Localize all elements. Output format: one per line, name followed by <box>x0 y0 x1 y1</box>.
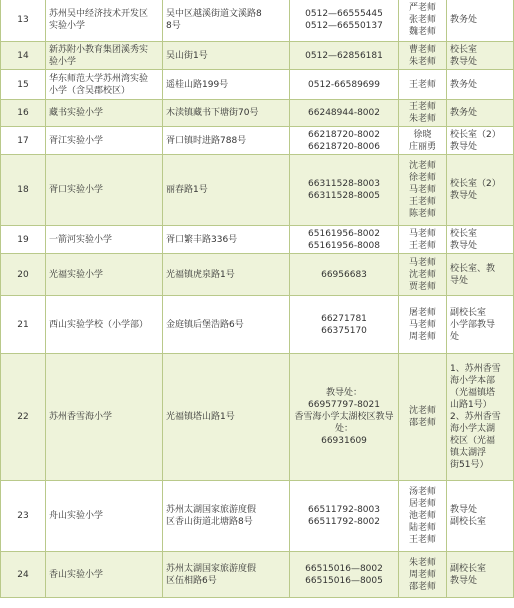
cell-contact-line: 陈老师 <box>408 209 436 219</box>
cell-phone-line: 66311528-8003 <box>308 179 380 189</box>
cell-department <box>447 70 514 100</box>
cell-school-line: 苏州香雪海小学 <box>49 412 113 422</box>
cell-contact-line: 王老师 <box>408 79 436 90</box>
table-row <box>1 552 514 598</box>
cell-department-line: 校长室（2） <box>450 129 501 140</box>
cell-department-line: 教导处 <box>450 141 478 152</box>
cell-phone-line: 66515016—8005 <box>305 575 383 586</box>
cell-phone <box>290 226 399 254</box>
cell-phone-line: 66218720-8002 <box>308 129 380 140</box>
cell-department <box>447 296 514 354</box>
cell-phone <box>290 0 399 42</box>
cell-department-line: 教导处 <box>450 56 478 67</box>
cell-phone-line: 66515016—8002 <box>305 563 383 574</box>
cell-contact-line: 沈老师 <box>408 161 436 171</box>
cell-number: 14 <box>1 42 46 70</box>
cell-address-line: 吴中区越溪街道文溪路8 <box>166 9 262 19</box>
cell-phone-line: 65161956-8008 <box>308 240 380 251</box>
cell-contact <box>399 127 447 155</box>
cell-school <box>46 354 163 481</box>
cell-contact-line: 朱老师 <box>408 114 436 124</box>
cell-school-line: 小学（含吴郡校区） <box>49 85 131 96</box>
cell-number: 20 <box>1 254 46 296</box>
cell-contact-line: 邵老师 <box>408 581 436 592</box>
cell-contact-line: 徐老师 <box>408 173 436 183</box>
cell-school <box>46 155 163 226</box>
cell-address <box>163 226 290 254</box>
cell-address <box>163 254 290 296</box>
cell-address-line: 苏州太湖国家旅游度假 <box>166 505 257 515</box>
cell-department-line: （光福镇塔 <box>450 388 496 398</box>
cell-address-line: 胥口繁丰路336号 <box>166 234 238 245</box>
cell-contact-line: 徐晓 <box>413 129 432 140</box>
cell-address <box>163 354 290 481</box>
cell-department-line: 处 <box>450 331 460 342</box>
cell-contact-line: 居老师 <box>408 499 436 509</box>
cell-school <box>46 481 163 552</box>
cell-phone-line: 0512—62856181 <box>305 50 383 61</box>
cell-contact-line: 马老师 <box>408 257 436 268</box>
cell-phone-line: 教导处： <box>325 388 362 398</box>
cell-number: 16 <box>1 100 46 127</box>
cell-phone <box>290 70 399 100</box>
cell-department-line: 1、苏州香雪 <box>450 364 501 374</box>
cell-number: 24 <box>1 552 46 598</box>
cell-phone-line: 0512—66555445 <box>305 9 383 19</box>
cell-school <box>46 42 163 70</box>
cell-school-line: 舟山实验小学 <box>49 511 104 521</box>
cell-contact-line: 庄丽勇 <box>408 141 436 152</box>
cell-address-line: 光福镇塔山路1号 <box>166 412 235 422</box>
cell-contact-line: 朱老师 <box>408 56 436 67</box>
cell-phone-line: 0512—66550137 <box>305 21 383 31</box>
cell-number: 22 <box>1 354 46 481</box>
cell-contact-line: 池老师 <box>408 511 436 521</box>
cell-contact <box>399 155 447 226</box>
cell-address-line: 吴山街1号 <box>166 50 208 61</box>
cell-contact-line: 王老师 <box>408 535 436 545</box>
cell-contact-line: 陆老师 <box>408 523 436 533</box>
cell-department-line: 教务处 <box>450 15 478 25</box>
cell-address-line: 遥桂山路199号 <box>166 79 229 90</box>
cell-contact-line: 严老师 <box>408 3 436 13</box>
cell-contact <box>399 254 447 296</box>
cell-address-line: 区伍相路6号 <box>166 575 217 586</box>
cell-department-line: 教务处 <box>450 108 478 118</box>
cell-school <box>46 70 163 100</box>
cell-address-line: 区香山街道北塘路8号 <box>166 517 253 527</box>
cell-school-line: 华东师范大学苏州湾实验 <box>49 73 149 84</box>
cell-address <box>163 70 290 100</box>
table-row <box>1 354 514 481</box>
cell-department <box>447 42 514 70</box>
cell-school <box>46 127 163 155</box>
cell-phone-line: 香雪海小学太湖校区教导 <box>294 412 394 422</box>
cell-school-line: 西山实验学校（小学部） <box>49 319 149 330</box>
cell-department-line: 小学部教导 <box>450 319 496 330</box>
table-row <box>1 0 514 42</box>
cell-school-line: 胥口实验小学 <box>49 185 104 195</box>
cell-contact-line: 朱老师 <box>408 557 436 568</box>
cell-phone-line: 66271781 <box>321 313 367 324</box>
cell-address <box>163 296 290 354</box>
cell-phone-line: 66375170 <box>321 325 367 336</box>
cell-school <box>46 100 163 127</box>
cell-department-line: 校长室 <box>450 228 478 239</box>
cell-address-line: 金庭镇后堡浩路6号 <box>166 319 244 330</box>
cell-contact-line: 汤老师 <box>408 487 436 497</box>
cell-number: 19 <box>1 226 46 254</box>
table-row <box>1 127 514 155</box>
cell-school-line: 苏州吴中经济技术开发区 <box>49 9 149 19</box>
table-row <box>1 254 514 296</box>
cell-contact-line: 张老师 <box>408 15 436 25</box>
cell-school-line: 实验小学 <box>49 21 86 31</box>
cell-department-line: 教导处 <box>450 240 478 251</box>
cell-contact-line: 贾老师 <box>408 281 436 292</box>
cell-department-line: 校长室、教 <box>450 263 496 274</box>
cell-number: 17 <box>1 127 46 155</box>
cell-number: 21 <box>1 296 46 354</box>
cell-department <box>447 254 514 296</box>
cell-contact-line: 马老师 <box>408 319 436 330</box>
cell-contact-line: 王老师 <box>408 102 436 112</box>
cell-department-line: 街51号） <box>450 460 489 470</box>
table-row <box>1 226 514 254</box>
cell-address-line: 丽春路1号 <box>166 185 208 195</box>
cell-phone <box>290 42 399 70</box>
cell-department <box>447 226 514 254</box>
table-row <box>1 42 514 70</box>
cell-address-line: 苏州太湖国家旅游度假 <box>166 563 257 574</box>
table-row <box>1 155 514 226</box>
cell-contact-line: 周老师 <box>408 569 436 580</box>
cell-address <box>163 155 290 226</box>
cell-contact-line: 周老师 <box>408 331 436 342</box>
cell-address <box>163 100 290 127</box>
table-row <box>1 70 514 100</box>
cell-school-line: 藏书实验小学 <box>49 108 104 118</box>
table-body <box>1 0 514 598</box>
cell-department-line: 教导处 <box>450 575 478 586</box>
cell-contact-line: 马老师 <box>408 185 436 195</box>
cell-contact <box>399 70 447 100</box>
cell-contact-line: 沈老师 <box>408 269 436 280</box>
cell-department-line: 校长室 <box>450 44 478 55</box>
cell-phone <box>290 296 399 354</box>
cell-phone-line: 65161956-8002 <box>308 228 380 239</box>
cell-address <box>163 552 290 598</box>
cell-department-line: 海小学本部 <box>450 376 496 386</box>
cell-phone-line: 66956683 <box>321 269 367 280</box>
cell-number: 15 <box>1 70 46 100</box>
cell-department-line: 山路1号） <box>450 400 492 410</box>
cell-school-line: 新苏附小教育集团溪秀实 <box>49 44 149 55</box>
cell-school-line: 光福实验小学 <box>49 269 104 280</box>
cell-address-line: 胥口镇时进路788号 <box>166 135 247 146</box>
cell-phone <box>290 127 399 155</box>
cell-contact-line: 魏老师 <box>408 27 436 37</box>
cell-phone <box>290 155 399 226</box>
cell-department <box>447 100 514 127</box>
cell-contact-line: 王老师 <box>408 197 436 207</box>
cell-address <box>163 481 290 552</box>
cell-department <box>447 0 514 42</box>
cell-phone-line: 0512-66589699 <box>308 79 380 90</box>
cell-school-line: 一箭河实验小学 <box>49 234 113 245</box>
cell-phone-line: 66957797-8021 <box>308 400 380 410</box>
cell-school <box>46 0 163 42</box>
cell-address <box>163 127 290 155</box>
cell-school <box>46 552 163 598</box>
cell-phone-line: 66248944-8002 <box>308 108 380 118</box>
table-row <box>1 100 514 127</box>
cell-department-line: 2、苏州香雪 <box>450 412 501 422</box>
cell-number: 23 <box>1 481 46 552</box>
cell-department-line: 校长室（2） <box>450 179 501 189</box>
cell-phone <box>290 100 399 127</box>
cell-department-line: 教务处 <box>450 79 478 90</box>
cell-phone <box>290 552 399 598</box>
cell-department-line: 校区（光福 <box>450 436 496 446</box>
cell-contact <box>399 0 447 42</box>
cell-school-line: 胥江实验小学 <box>49 135 104 146</box>
cell-contact-line: 王老师 <box>408 240 436 251</box>
cell-school <box>46 226 163 254</box>
cell-number: 13 <box>1 0 46 42</box>
cell-department-line: 导处 <box>450 275 469 286</box>
cell-department-line: 副校长室 <box>450 517 487 527</box>
cell-phone-line: 66511792-8003 <box>308 505 380 515</box>
cell-department-line: 副校长室 <box>450 563 487 574</box>
cell-contact-line: 马老师 <box>408 228 436 239</box>
cell-contact-line: 沈老师 <box>408 406 436 416</box>
cell-school-line: 香山实验小学 <box>49 569 104 580</box>
cell-department <box>447 155 514 226</box>
cell-department-line: 镇太湖浮 <box>450 448 487 458</box>
cell-address-line: 木渎镇藏书下塘街70号 <box>166 108 259 118</box>
cell-address-line: 光福镇虎泉路1号 <box>166 269 235 280</box>
cell-contact-line: 曹老师 <box>408 44 436 55</box>
cell-department-line: 教导处 <box>450 505 478 515</box>
cell-department <box>447 552 514 598</box>
cell-school <box>46 296 163 354</box>
cell-phone-line: 66511792-8002 <box>308 517 380 527</box>
cell-phone <box>290 254 399 296</box>
cell-contact-line: 邵老师 <box>408 418 436 428</box>
cell-contact <box>399 226 447 254</box>
cell-department-line: 副校长室 <box>450 307 487 318</box>
cell-department-line: 海小学太湖 <box>450 424 496 434</box>
cell-phone-line: 66931609 <box>321 436 367 446</box>
cell-phone-line: 处： <box>334 424 353 434</box>
cell-number: 18 <box>1 155 46 226</box>
cell-department <box>447 127 514 155</box>
cell-contact-line: 屠老师 <box>408 307 436 318</box>
cell-phone <box>290 354 399 481</box>
cell-department <box>447 354 514 481</box>
cell-contact <box>399 100 447 127</box>
cell-contact <box>399 296 447 354</box>
cell-contact <box>399 481 447 552</box>
table-row <box>1 481 514 552</box>
cell-phone-line: 66311528-8005 <box>308 191 380 201</box>
cell-department <box>447 481 514 552</box>
cell-contact <box>399 552 447 598</box>
table-row <box>1 296 514 354</box>
cell-contact <box>399 42 447 70</box>
cell-school-line: 验小学 <box>49 56 77 67</box>
cell-address <box>163 0 290 42</box>
cell-address-line: 8号 <box>166 21 181 31</box>
cell-address <box>163 42 290 70</box>
cell-contact <box>399 354 447 481</box>
cell-phone-line: 66218720-8006 <box>308 141 380 152</box>
cell-school <box>46 254 163 296</box>
cell-phone <box>290 481 399 552</box>
cell-department-line: 教导处 <box>450 191 478 201</box>
